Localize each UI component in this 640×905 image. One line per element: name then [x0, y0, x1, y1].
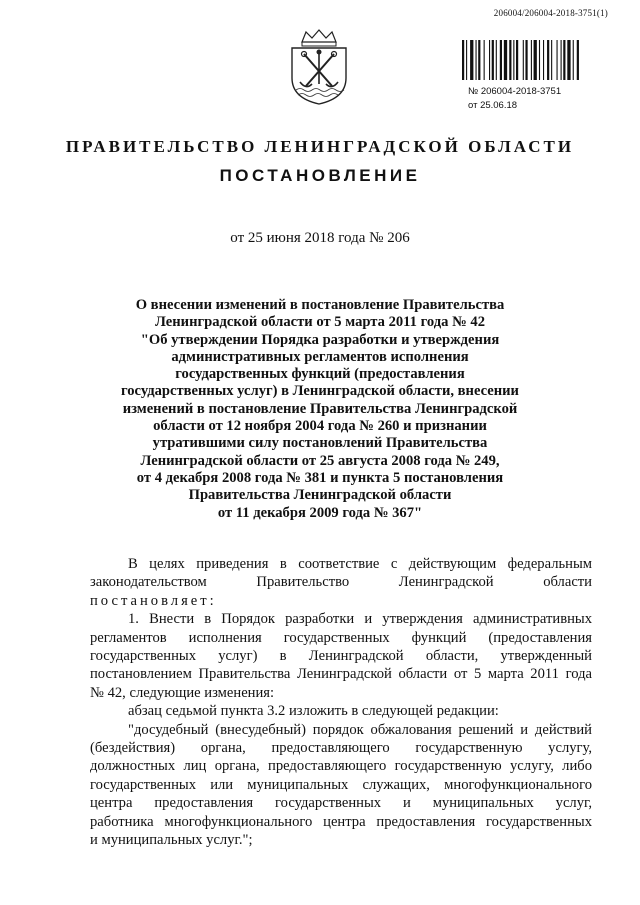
- title-line: области от 12 ноября 2004 года № 260 и признании: [153, 418, 487, 435]
- document-header-code: 206004/206004-2018-3751(1): [493, 8, 608, 18]
- body-line: (бездействия) органа, предоставляющего государственную услугу,: [90, 740, 592, 757]
- document-body: [90, 555, 592, 850]
- body-line: законодательством Правительство Ленинградской области: [90, 574, 592, 591]
- body-line: абзац седьмой пункта 3.2 изложить в следующей редакции:: [128, 703, 499, 720]
- title-line: "Об утверждении Порядка разработки и утверждения: [140, 331, 500, 348]
- registration-number: № 206004-2018-3751: [468, 86, 562, 97]
- title-line: изменений в постановление Правительства Ленинградской: [122, 400, 518, 417]
- body-line: государственных или муниципальных служащих, многофункционального: [90, 776, 592, 793]
- title-line: Ленинградской области от 25 августа 2008 года № 249,: [140, 452, 500, 469]
- title-line: Ленинградской области от 5 марта 2011 года № 42: [155, 314, 485, 331]
- title-line: административных регламентов исполнения: [171, 348, 469, 365]
- title-line: от 4 декабря 2008 года № 381 и пункта 5 постановления: [136, 469, 504, 486]
- body-line: В целях приведения в соответствие с действующим федеральным: [128, 556, 592, 572]
- body-line: "досудебный (внесудебный) порядок обжалования решений и действий: [128, 721, 592, 738]
- organization-title: ПРАВИТЕЛЬСТВО ЛЕНИНГРАДСКОЙ ОБЛАСТИ: [65, 137, 575, 156]
- registration-date: от 25.06.18: [468, 100, 518, 111]
- body-line: центра предоставления государственных и муниципальных услуг,: [90, 795, 592, 812]
- document-type-heading: ПОСТАНОВЛЕНИЕ: [219, 166, 421, 185]
- body-line: 1. Внести в Порядок разработки и утверждения административных: [128, 611, 592, 628]
- title-line: О внесении изменений в постановление Правительства: [135, 297, 505, 313]
- body-line: № 42, следующие изменения:: [90, 684, 275, 701]
- title-line: Правительства Ленинградской области: [188, 487, 452, 504]
- barcode-icon: [462, 40, 612, 80]
- coat-of-arms-icon: [286, 28, 352, 106]
- document-date: от 25 июня 2018 года № 206: [230, 230, 410, 246]
- document-title: [110, 297, 530, 522]
- title-line: государственных функций (предоставления: [175, 366, 465, 383]
- body-line: постановляет:: [90, 592, 217, 609]
- body-line: работника многофункционального центра предоставления государственных: [90, 813, 592, 830]
- body-line: и муниципальных услуг.";: [90, 832, 253, 849]
- body-line: должностных лиц органа, предоставляющего государственную услугу, либо: [90, 758, 592, 775]
- title-line: государственных услуг) в Ленинградской области, внесении: [121, 383, 519, 400]
- body-line: государственных услуг) в Ленинградской области, утвержденный: [90, 648, 592, 665]
- body-line: регламентов исполнения государственных функций (предоставления: [90, 629, 592, 646]
- body-line: постановлением Правительства Ленинградской области от 5 марта 2011 года: [90, 666, 592, 683]
- title-line: от 11 декабря 2009 года № 367": [217, 504, 423, 521]
- title-line: утратившими силу постановлений Правительства: [152, 435, 488, 452]
